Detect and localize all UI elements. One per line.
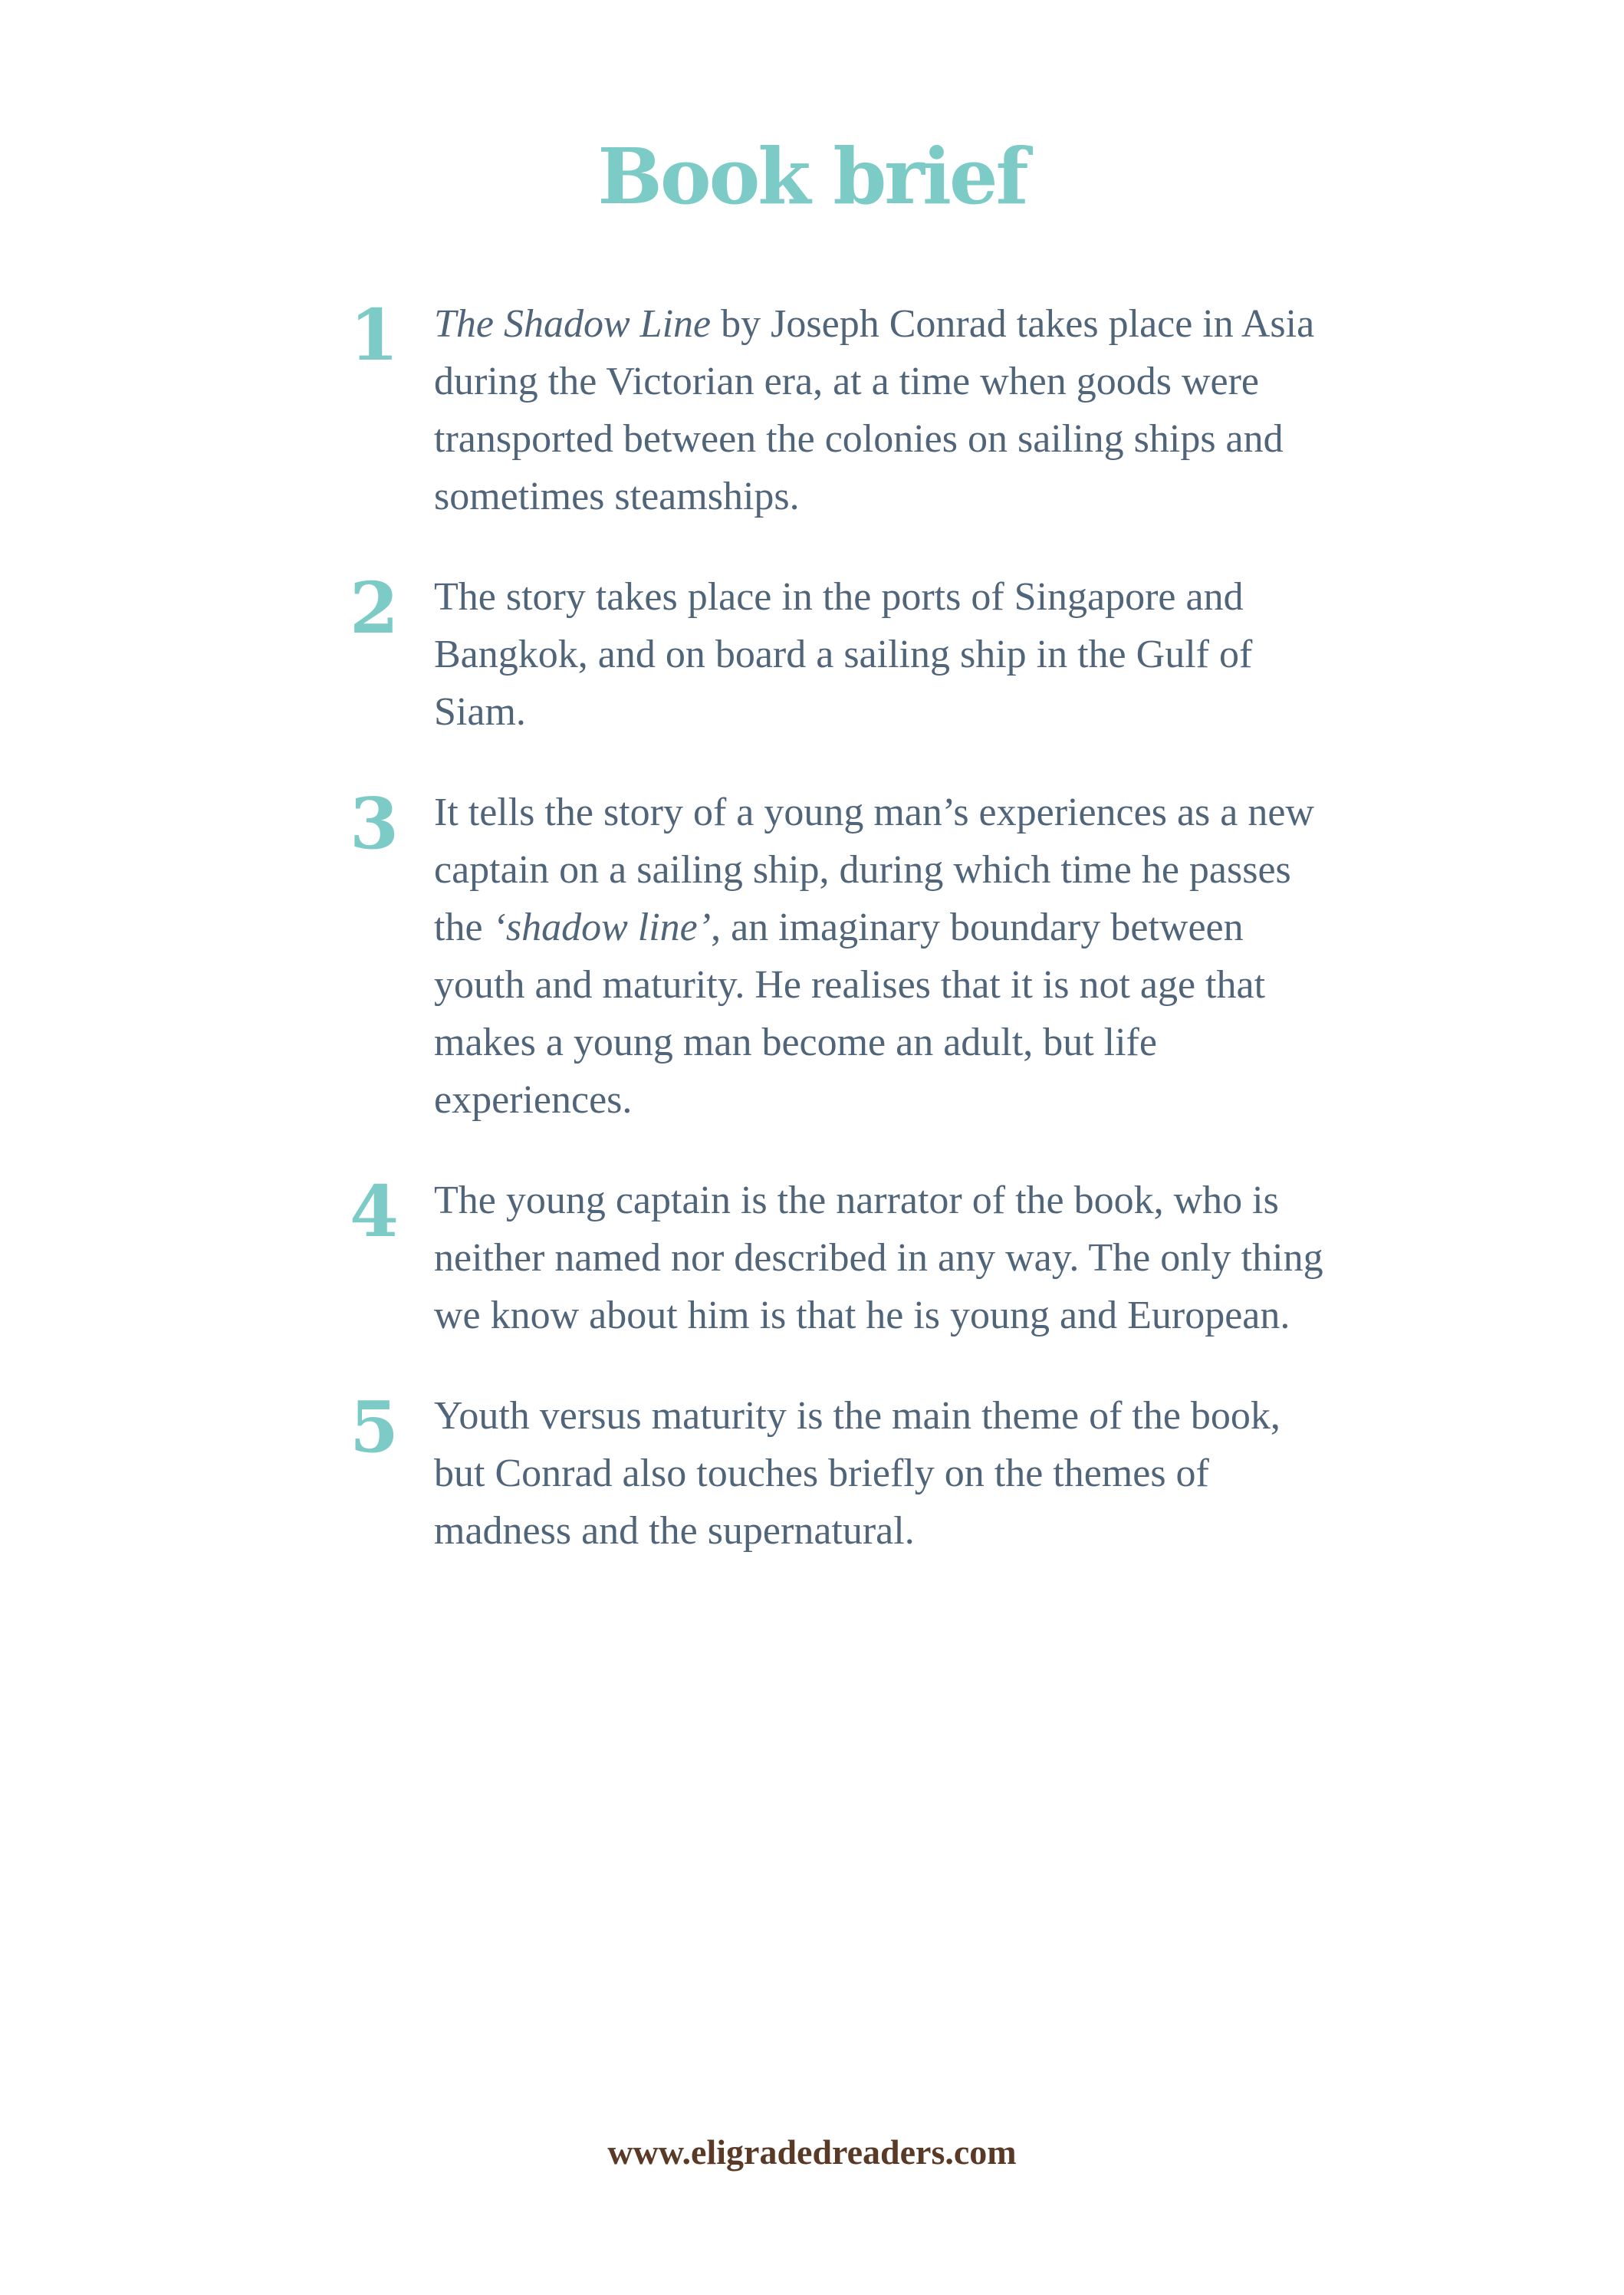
list-item: [337, 784, 1334, 1129]
item-text: Youth versus maturity is the main theme of the book, but Conrad also touches briefly on the themes of madness and the supernatural.: [434, 1394, 1280, 1553]
list-item: [337, 1387, 1334, 1560]
footer-url[interactable]: www.eligradedreaders.com: [607, 2132, 1017, 2172]
item-number: 1: [349, 294, 399, 376]
list-item: [337, 568, 1334, 741]
list-item: [337, 295, 1334, 525]
item-text: [434, 784, 1334, 1129]
item-text-body: by Joseph Conrad takes place in Asia during the Victorian era, at a time when goods were transported between the colonies on sailing ships and sometimes steamships.: [434, 302, 1315, 518]
item-text: [434, 295, 1334, 525]
item-number: 2: [349, 567, 399, 649]
item-italic-phrase: ‘shadow line’: [492, 906, 712, 949]
book-title: The Shadow Line: [434, 302, 712, 346]
item-number: 5: [349, 1386, 399, 1468]
item-text-after: , an imaginary boundary between youth and maturity. He realises that it is not age that makes a young man become an adult, but life experiences.: [434, 906, 1266, 1122]
page-title: Book brief: [597, 131, 1027, 222]
list-item: [337, 1172, 1334, 1344]
item-text: The young captain is the narrator of the book, who is neither named nor described in any way. The only thing we know about him is that he is young and European.: [434, 1179, 1323, 1337]
item-number: 4: [349, 1170, 399, 1253]
item-number: 3: [349, 782, 399, 865]
item-text: The story takes place in the ports of Singapore and Bangkok, and on board a sailing ship in the Gulf of Siam.: [434, 575, 1253, 734]
item-text-before: It tells the story of a young man’s experiences as a new captain on a sailing ship, during which time he passes the: [434, 791, 1314, 949]
book-brief-list: [337, 295, 1334, 1603]
